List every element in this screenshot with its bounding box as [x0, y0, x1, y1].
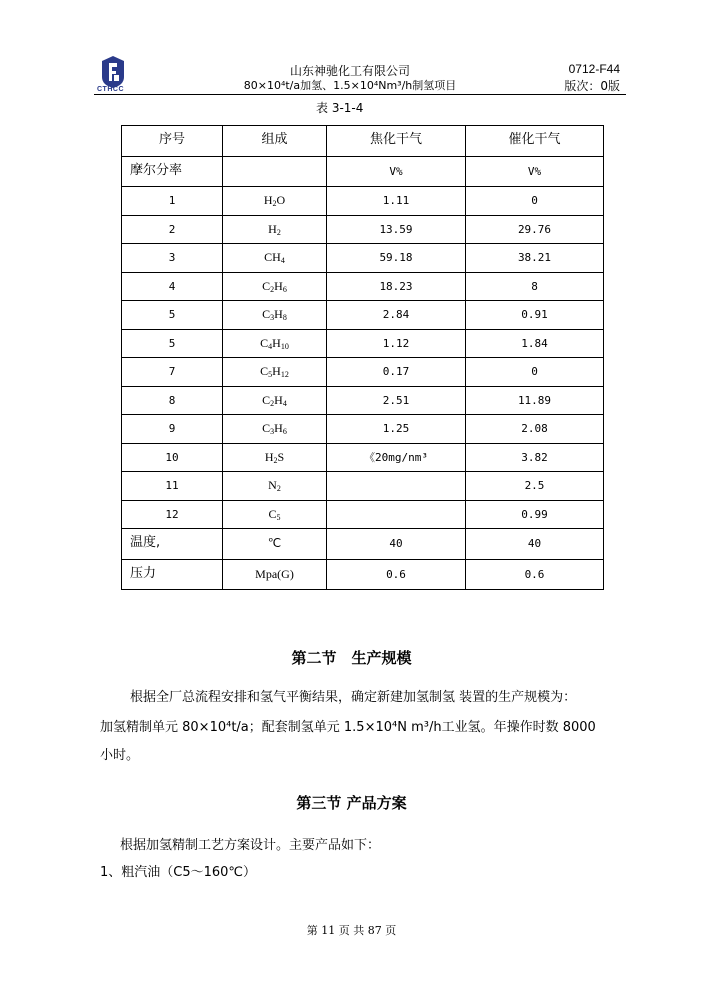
row-unit: Mpa(G) [223, 559, 327, 590]
row-number-cell: 11 [122, 472, 223, 501]
table-row [122, 358, 604, 387]
section2-title: 第二节 生产规模 [291, 649, 412, 667]
component-cell: $C_4H_{10}$ [223, 329, 327, 358]
component-cell: $C_5H_{12}$ [223, 358, 327, 387]
catalytic-gas-cell: 0.99 [466, 500, 604, 529]
row-value: 40 [327, 529, 466, 560]
table-header-row [122, 126, 604, 157]
pressure-row [122, 559, 604, 590]
row-number-cell: 5 [122, 301, 223, 330]
section3-para: 根据加氢精制工艺方案设计。主要产品如下： [120, 838, 381, 853]
section2-para-line3: 小时。 [100, 748, 140, 763]
table-row [122, 500, 604, 529]
coking-gas-cell: 1.25 [327, 415, 466, 444]
coking-gas-cell: 18.23 [327, 272, 466, 301]
catalytic-gas-cell: 38.21 [466, 244, 604, 273]
component-cell: $C_5$ [223, 500, 327, 529]
catalytic-gas-cell: 0 [466, 187, 604, 216]
coking-gas-cell: 0.17 [327, 358, 466, 387]
coking-gas-cell: 《20mg/nm³ [327, 443, 466, 472]
coking-gas-cell: 2.51 [327, 386, 466, 415]
component-cell: $H_2S$ [223, 443, 327, 472]
row-value: 40 [466, 529, 604, 560]
catalytic-gas-cell: 8 [466, 272, 604, 301]
catalytic-gas-cell: 11.89 [466, 386, 604, 415]
table-row [122, 244, 604, 273]
row-unit: ℃ [223, 529, 327, 560]
component-cell: $H_2O$ [223, 187, 327, 216]
unit-cell: V% [466, 156, 604, 187]
row-number-cell: 5 [122, 329, 223, 358]
product-item-1: 1、粗汽油（C5～160℃） [100, 865, 257, 880]
table-row [122, 472, 604, 501]
table-row [122, 443, 604, 472]
table-row [122, 329, 604, 358]
header-cell: 序号 [122, 126, 223, 157]
row-number-cell: 3 [122, 244, 223, 273]
unit-cell [223, 156, 327, 187]
catalytic-gas-cell: 1.84 [466, 329, 604, 358]
project-name: 80×10⁴t/a加氢、1.5×10⁴Nm³/h制氢项目 [243, 79, 457, 92]
header-cell: 组成 [223, 126, 327, 157]
coking-gas-cell: 1.12 [327, 329, 466, 358]
row-number-cell: 8 [122, 386, 223, 415]
header-cell: 焦化干气 [327, 126, 466, 157]
component-cell: $H_2$ [223, 215, 327, 244]
table-row [122, 187, 604, 216]
table-row [122, 415, 604, 444]
component-cell: $N_2$ [223, 472, 327, 501]
row-number-cell: 9 [122, 415, 223, 444]
company-name: 山东神驰化工有限公司 [289, 64, 410, 78]
unit-cell: 摩尔分率 [122, 156, 223, 187]
composition-table [121, 125, 604, 590]
table-row [122, 301, 604, 330]
unit-cell: V% [327, 156, 466, 187]
coking-gas-cell [327, 472, 466, 501]
catalytic-gas-cell: 0 [466, 358, 604, 387]
page-footer: 第 11 页 共 87 页 [306, 924, 397, 937]
row-number-cell: 1 [122, 187, 223, 216]
document-version: 版次：0版 [564, 79, 620, 93]
header-cell: 催化干气 [466, 126, 604, 157]
section2-para-line1: 根据全厂总流程安排和氢气平衡结果，确定新建加氢制氢 装置的生产规模为： [130, 690, 577, 705]
coking-gas-cell: 2.84 [327, 301, 466, 330]
table-row [122, 215, 604, 244]
row-value: 0.6 [327, 559, 466, 590]
temperature-row [122, 529, 604, 560]
row-value: 0.6 [466, 559, 604, 590]
component-cell: $C_2H_6$ [223, 272, 327, 301]
component-cell: $C_3H_8$ [223, 301, 327, 330]
coking-gas-cell: 1.11 [327, 187, 466, 216]
coking-gas-cell: 59.18 [327, 244, 466, 273]
row-number-cell: 2 [122, 215, 223, 244]
row-number-cell: 12 [122, 500, 223, 529]
logo-text: CTHCC [97, 86, 124, 93]
catalytic-gas-cell: 0.91 [466, 301, 604, 330]
company-logo-icon [100, 55, 126, 89]
table-row [122, 386, 604, 415]
section2-para-line2: 加氢精制单元 80×10⁴t/a；配套制氢单元 1.5×10⁴N m³/h工业氢。年操作时数 8000 [100, 720, 596, 735]
catalytic-gas-cell: 2.5 [466, 472, 604, 501]
row-label: 压力 [122, 559, 223, 590]
document-code: 0712-F44 [568, 62, 620, 76]
section3-title: 第三节 产品方案 [296, 794, 407, 812]
coking-gas-cell [327, 500, 466, 529]
coking-gas-cell: 13.59 [327, 215, 466, 244]
component-cell: $C_3H_6$ [223, 415, 327, 444]
row-number-cell: 7 [122, 358, 223, 387]
catalytic-gas-cell: 2.08 [466, 415, 604, 444]
catalytic-gas-cell: 29.76 [466, 215, 604, 244]
component-cell: $CH_4$ [223, 244, 327, 273]
row-number-cell: 10 [122, 443, 223, 472]
row-label: 温度, [122, 529, 223, 560]
table-row [122, 272, 604, 301]
row-number-cell: 4 [122, 272, 223, 301]
component-cell: $C_2H_4$ [223, 386, 327, 415]
unit-row [122, 156, 604, 187]
header-divider [94, 94, 626, 95]
table-caption: 表 3-1-4 [316, 101, 364, 115]
catalytic-gas-cell: 3.82 [466, 443, 604, 472]
